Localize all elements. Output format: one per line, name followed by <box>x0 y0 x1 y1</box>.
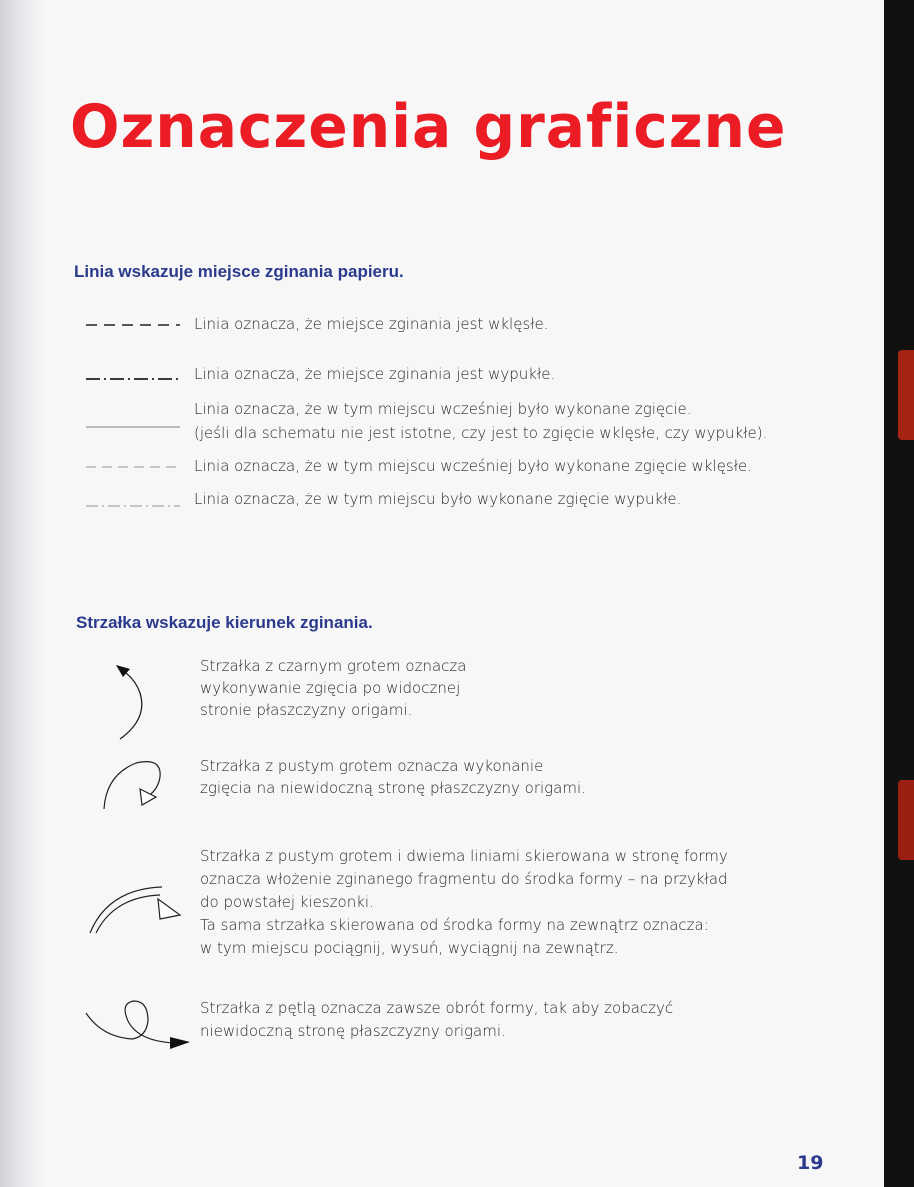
legend-text: oznacza włożenie zginanego fragmentu do środka formy – na przykład <box>200 870 728 888</box>
legend-text: Ta sama strzałka skierowana od środka formy na zewnątrz oznacza: <box>200 916 709 934</box>
legend-text: Linia oznacza, że w tym miejscu wcześniej było wykonane zgięcie. <box>194 400 692 418</box>
legend-text: Strzałka z pustym grotem oznacza wykonanie <box>200 757 544 775</box>
black-head-arrow-icon <box>114 663 154 745</box>
section-heading-lines: Linia wskazuje miejsce zginania papieru. <box>74 262 404 281</box>
thin-dashed-line-sample <box>86 465 180 469</box>
legend-text: Linia oznacza, że w tym miejscu było wykonane zgięcie wypukłe. <box>194 490 682 508</box>
loop-arrow-icon <box>82 997 194 1057</box>
double-line-arrow-icon <box>84 875 184 937</box>
legend-text: stronie płaszczyzny origami. <box>200 701 413 719</box>
legend-text: Linia oznacza, że miejsce zginania jest wypukłe. <box>194 365 556 383</box>
legend-text: zgięcia na niewidoczną stronę płaszczyzny origami. <box>200 779 586 797</box>
dashed-line-sample <box>86 323 180 327</box>
legend-text: Strzałka z czarnym grotem oznacza <box>200 657 467 675</box>
thin-solid-line-sample <box>86 425 180 429</box>
legend-text: wykonywanie zgięcia po widocznej <box>200 679 461 697</box>
legend-text: niewidoczną stronę płaszczyzny origami. <box>200 1022 506 1040</box>
legend-text: Strzałka z pętlą oznacza zawsze obrót formy, tak aby zobaczyć <box>200 999 674 1017</box>
legend-text: do powstałej kieszonki. <box>200 893 374 911</box>
legend-text: w tym miejscu pociągnij, wysuń, wyciągnij na zewnątrz. <box>200 939 619 957</box>
neighbor-page-edge <box>898 780 914 860</box>
page-gutter-shadow <box>0 0 44 1187</box>
thin-dash-dot-line-sample <box>86 504 180 508</box>
legend-text: Strzałka z pustym grotem i dwiema liniami skierowana w stronę formy <box>200 847 728 865</box>
legend-text-note: (jeśli dla schematu nie jest istotne, czy jest to zgięcie wklęsłe, czy wypukłe). <box>194 424 768 442</box>
legend-text: Linia oznacza, że w tym miejscu wcześniej było wykonane zgięcie wklęsłe. <box>194 457 752 475</box>
dash-dot-line-sample <box>86 377 180 381</box>
section-heading-arrows: Strzałka wskazuje kierunek zginania. <box>76 613 373 632</box>
hollow-head-arrow-icon <box>100 757 166 815</box>
neighbor-page-edge <box>898 350 914 440</box>
page-number: 19 <box>797 1152 824 1174</box>
page-title: Oznaczenia graficzne <box>70 92 787 162</box>
page-edge <box>884 0 914 1187</box>
legend-text: Linia oznacza, że miejsce zginania jest wklęsłe. <box>194 315 549 333</box>
